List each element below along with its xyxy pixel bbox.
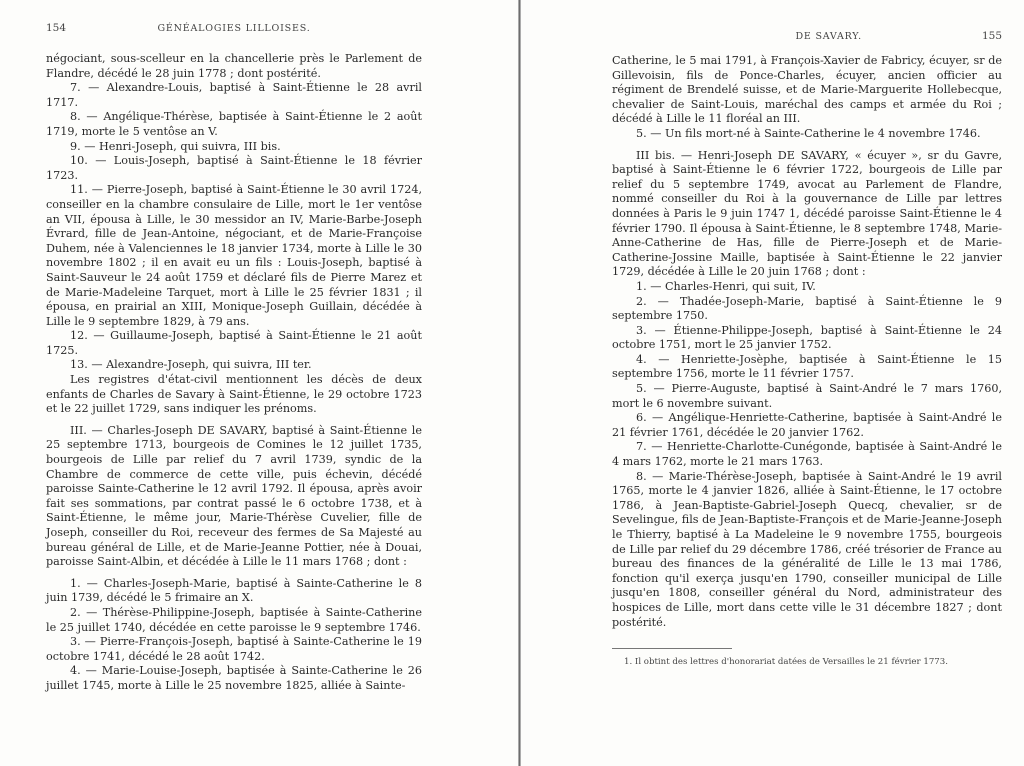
footnote: 1. Il obtint des lettres d'honorariat datées de Versailles le 21 février 1773.	[624, 657, 948, 668]
left-item-12: 12. — Guillaume-Joseph, baptisé à Saint-Étienne le 21 août 1725.	[46, 329, 422, 357]
right-child-7: 7. — Henriette-Charlotte-Cunégonde, baptisée à Saint-André le 4 mars 1762, morte le 21 mars 1763.	[612, 440, 1002, 469]
left-child-1: 1. — Charles-Joseph-Marie, baptisé à Sainte-Catherine le 8 juin 1739, décédé le 5 frimaire an X.	[46, 576, 422, 605]
left-section-iii: III. — Charles-Joseph DE SAVARY, baptisé à Saint-Étienne le 25 septembre 1713, bourgeois de Comines le 12 juillet 1735, bourgeois de Lille par relief du 7 avril 1739, syndic de la Chambre de commerce de cette ville, puis échevin, décédé paroisse Sainte-Catherine le 12 avril 1792. Il épousa, après avoir fait ses sommations, par contrat passé le 6 octobre 1738, et à Saint-Étienne, le même jour, Marie-Thérèse Cuvelier, fille de Joseph, conseiller du Roi, receveur des fermes de Sa Majesté au bureau général de Lille, et de Marie-Jeanne Pottier, née à Douai, paroisse Saint-Albin, et décédée à Lille le 11 mars 1768 ; dont :	[46, 423, 422, 569]
right-running-title: DE SAVARY.	[795, 31, 862, 42]
left-note-paragraph: Les registres d'état-civil mentionnent les décès de deux enfants de Charles de Savary à Saint-Étienne, le 29 octobre 1723 et le 22 juillet 1729, sans indiquer les prénoms.	[46, 373, 422, 416]
right-page-header	[612, 30, 1002, 42]
left-child-3: 3. — Pierre-François-Joseph, baptisé à Sainte-Catherine le 19 octobre 1741, décédé le 28 août 1742.	[46, 635, 422, 663]
left-paragraph: négociant, sous-scelleur en la chancellerie près le Parlement de Flandre, décédé le 28 juin 1778 ; dont postérité.	[46, 52, 422, 80]
left-item-7: 7. — Alexandre-Louis, baptisé à Saint-Étienne le 28 avril 1717.	[46, 81, 422, 109]
left-child-4: 4. — Marie-Louise-Joseph, baptisée à Sainte-Catherine le 26 juillet 1745, morte à Lille le 25 novembre 1825, alliée à Sainte-	[46, 664, 422, 692]
left-page-header	[46, 22, 422, 34]
left-child-2: 2. — Thérèse-Philippine-Joseph, baptisée à Sainte-Catherine le 25 juillet 1740, décédée en cette paroisse le 9 septembre 1746.	[46, 605, 422, 634]
right-item-5: 5. — Un fils mort-né à Sainte-Catherine le 4 novembre 1746.	[636, 126, 981, 140]
left-item-10: 10. — Louis-Joseph, baptisé à Saint-Étienne le 18 février 1723.	[46, 154, 422, 182]
right-child-5: 5. — Pierre-Auguste, baptisé à Saint-André le 7 mars 1760, mort le 6 novembre suivant.	[612, 382, 1002, 410]
footnote-rule	[612, 648, 732, 649]
left-item-8: 8. — Angélique-Thérèse, baptisée à Saint-Étienne le 2 août 1719, morte le 5 ventôse an V.	[46, 110, 422, 138]
right-page-number: 155	[981, 30, 1002, 42]
left-item-13: 13. — Alexandre-Joseph, qui suivra, III ter.	[70, 358, 312, 372]
right-child-6: 6. — Angélique-Henriette-Catherine, baptisée à Saint-André le 21 février 1761, décédée le 20 janvier 1762.	[612, 411, 1002, 439]
right-section-iii-bis: III bis. — Henri-Joseph DE SAVARY, « écuyer », sr du Gavre, baptisé à Saint-Étienne le 6 février 1722, bourgeois de Lille par relief du 5 septembre 1749, avocat au Parlement de Flandre, nommé conseiller du Roi à la gouvernance de Lille par lettres données à Paris le 9 juin 1747 1, décédé paroisse Saint-Étienne le 4 février 1790. Il épousa à Saint-Étienne, le 8 septembre 1748, Marie-Anne-Catherine de Has, fille de Pierre-Joseph et de Marie-Catherine-Jossine Maille, baptisée à Saint-Étienne le 22 janvier 1729, décédée à Lille le 20 juin 1768 ; dont :	[612, 148, 1002, 279]
right-child-2: 2. — Thadée-Joseph-Marie, baptisé à Saint-Étienne le 9 septembre 1750.	[612, 294, 1002, 323]
left-running-title: GÉNÉALOGIES LILLOISES.	[157, 23, 311, 34]
left-item-11: 11. — Pierre-Joseph, baptisé à Saint-Étienne le 30 avril 1724, conseiller en la chambre consulaire de Lille, mort le 1er ventôse an VII, épousa à Lille, le 30 messidor an IV, Marie-Barbe-Joseph Évrard, fille de Jean-Antoine, négociant, et de Marie-Françoise Duhem, née à Valenciennes le 18 janvier 1734, morte à Lille le 30 novembre 1802 ; il en avait eu un fils : Louis-Joseph, baptisé à Saint-Sauveur le 24 août 1759 et déclaré fils de Pierre Marez et de Marie-Madeleine Tarquet, mort à Lille le 25 février 1831 ; il épousa, en prairial an XIII, Monique-Joseph Guillain, décédée à Lille le 9 septembre 1829, à 79 ans.	[46, 183, 422, 328]
right-paragraph: Catherine, le 5 mai 1791, à François-Xavier de Fabricy, écuyer, sr de Gillevoisin, fils de Ponce-Charles, écuyer, ancien officier au régiment de Brendelé suisse, et de Marie-Marguerite Hollebecque, chevalier de Saint-Louis, maréchal des camps et armée du Roi ; décédé à Lille le 11 floréal an III.	[612, 54, 1002, 126]
right-child-4: 4. — Henriette-Josèphe, baptisée à Saint-Étienne le 15 septembre 1756, morte le 11 février 1757.	[612, 352, 1002, 381]
right-page	[524, 0, 1024, 766]
right-child-1: 1. — Charles-Henri, qui suit, IV.	[636, 279, 816, 293]
left-page-number: 154	[46, 22, 67, 34]
right-child-8: 8. — Marie-Thérèse-Joseph, baptisée à Saint-André le 19 avril 1765, morte le 4 janvier 1826, alliée à Saint-Étienne, le 17 octobre 1786, à Jean-Baptiste-Gabriel-Joseph Quecq, chevalier, sr de Sevelingue, fils de Jean-Baptiste-François et de Marie-Jeanne-Joseph le Thierry, baptisé à La Madeleine le 9 novembre 1755, bourgeois de Lille par relief du 29 décembre 1786, créé trésorier de France au bureau des finances de la généralité de Lille le 13 mai 1786, fonction qu'il exerça jusqu'en 1790, conseiller municipal de Lille jusqu'en 1808, conseiller général du Nord, administrateur des hospices de Lille, mort dans cette ville le 31 décembre 1827 ; dont postérité.	[612, 469, 1002, 629]
right-child-3: 3. — Étienne-Philippe-Joseph, baptisé à Saint-Étienne le 24 octobre 1751, mort le 25 janvier 1752.	[612, 323, 1002, 352]
left-item-9: 9. — Henri-Joseph, qui suivra, III bis.	[70, 139, 281, 153]
book-gutter	[518, 0, 521, 766]
